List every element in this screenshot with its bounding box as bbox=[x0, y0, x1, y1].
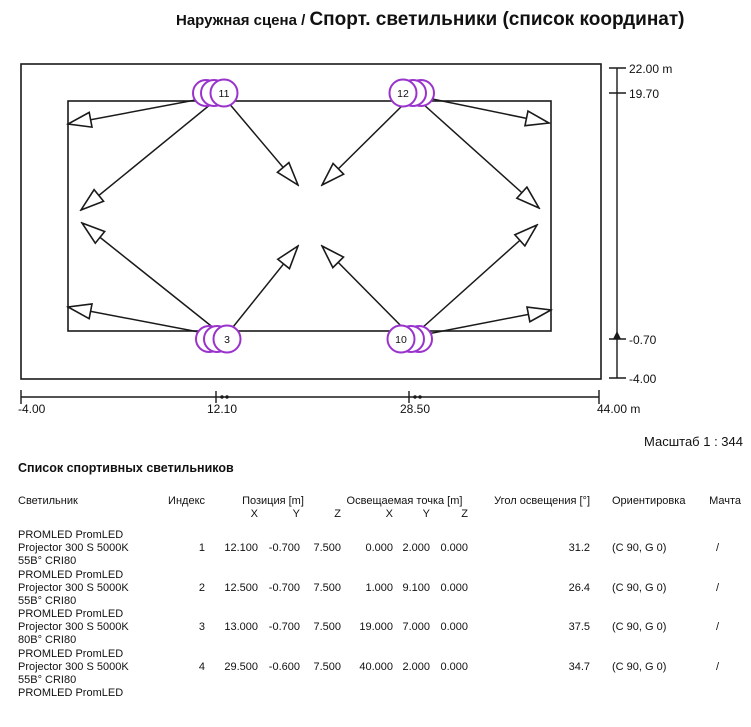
mast: / bbox=[715, 660, 720, 673]
luminaire-name: PROMLED PromLED Projector 300 S 5000K 55B° CRI80 bbox=[18, 568, 129, 607]
table-row bbox=[18, 608, 745, 648]
pos-z: 7.500 bbox=[313, 542, 341, 554]
luminaire-name: PROMLED PromLED Projector 300 S 5000K 55B° CRI80 bbox=[18, 647, 129, 686]
luminaire-name: PROMLED PromLED Projector 300 S 5000K 80B° CRI80 bbox=[18, 608, 129, 646]
point-y: 9.100 bbox=[402, 581, 430, 594]
luminaire-index: 1 bbox=[198, 542, 205, 554]
horizontal-dimension-labels bbox=[18, 402, 640, 416]
luminaire-index-label: 10 bbox=[395, 334, 407, 346]
luminaire-table bbox=[18, 495, 745, 727]
page-title-scene: Наружная сцена / bbox=[176, 12, 310, 29]
col-header-point: Освещаемая точка [m] bbox=[346, 495, 463, 507]
subheader-pos-z: Z bbox=[334, 508, 341, 520]
table-header-row bbox=[18, 495, 745, 508]
table-subheader-row bbox=[18, 508, 745, 521]
lighting-angle: 37.5 bbox=[568, 621, 590, 633]
table-row bbox=[18, 569, 745, 609]
luminaire-list-heading: Список спортивных светильников bbox=[18, 461, 234, 475]
orientation: (C 90, G 0) bbox=[612, 660, 667, 673]
luminaire-index: 2 bbox=[198, 581, 205, 594]
point-x: 0.000 bbox=[365, 542, 393, 554]
dimension-arrow-up bbox=[613, 331, 621, 339]
pos-y: -0.700 bbox=[268, 581, 300, 594]
col-header-position: Позиция [m] bbox=[242, 495, 304, 507]
point-z: 0.000 bbox=[440, 542, 468, 554]
aiming-arrows-cluster-3 bbox=[68, 223, 298, 337]
scale-note: Масштаб 1 : 344 bbox=[644, 434, 743, 449]
luminaire-index-label: 3 bbox=[224, 334, 230, 346]
vertical-dimension-line bbox=[609, 68, 626, 378]
pos-x: 13.000 bbox=[224, 621, 258, 633]
col-header-mast: Мачта bbox=[709, 495, 741, 507]
pos-x: 12.100 bbox=[224, 542, 258, 554]
luminaire-cluster-12 bbox=[390, 80, 435, 107]
mast: / bbox=[715, 581, 720, 594]
subheader-pt-z: Z bbox=[461, 508, 468, 520]
pos-x: 29.500 bbox=[224, 660, 258, 673]
page-title-main: Спорт. светильники (список координат) bbox=[309, 9, 685, 30]
luminaire-index-label: 12 bbox=[397, 88, 409, 100]
orientation: (C 90, G 0) bbox=[612, 542, 667, 554]
pos-z: 7.500 bbox=[313, 660, 341, 673]
lighting-angle: 31.2 bbox=[568, 542, 590, 554]
pos-z: 7.500 bbox=[313, 581, 341, 594]
dim-label-top: 22.00 m bbox=[629, 62, 673, 76]
col-header-orientation: Ориентировка bbox=[612, 495, 686, 507]
table-row bbox=[18, 648, 745, 688]
luminaire-index: 4 bbox=[198, 660, 205, 673]
table-body bbox=[18, 529, 745, 727]
col-header-angle: Угол освещения [°] bbox=[494, 495, 590, 507]
point-y: 2.000 bbox=[402, 660, 430, 673]
mast: / bbox=[715, 542, 720, 554]
aiming-arrows-cluster-11 bbox=[68, 95, 298, 210]
point-x: 19.000 bbox=[359, 621, 393, 633]
point-y: 2.000 bbox=[402, 542, 430, 554]
luminaire-name: PROMLED PromLED Projector 300 S 5000K 55B° CRI80 bbox=[18, 529, 129, 567]
point-z: 0.000 bbox=[440, 581, 468, 594]
subheader-pt-y: Y bbox=[422, 508, 430, 520]
orientation: (C 90, G 0) bbox=[612, 621, 667, 633]
pos-z: 7.500 bbox=[313, 621, 341, 633]
mast: / bbox=[715, 621, 720, 633]
luminaire-cluster-3 bbox=[196, 326, 241, 353]
subheader-pos-y: Y bbox=[292, 508, 300, 520]
horizontal-dimension-line bbox=[21, 390, 599, 404]
point-z: 0.000 bbox=[440, 660, 468, 673]
table-row-clipped bbox=[18, 687, 745, 727]
pos-x: 12.500 bbox=[224, 581, 258, 594]
lighting-angle: 34.7 bbox=[568, 660, 590, 673]
subheader-pos-x: X bbox=[250, 508, 258, 520]
dim-label-28-50: 28.50 bbox=[399, 402, 431, 416]
pos-y: -0.700 bbox=[268, 542, 300, 554]
luminaire-cluster-10 bbox=[388, 326, 433, 353]
col-header-index: Индекс bbox=[168, 495, 205, 507]
dim-label-lower: -0.70 bbox=[629, 333, 657, 347]
lighting-angle: 26.4 bbox=[568, 581, 590, 594]
luminaire-index: 3 bbox=[198, 621, 205, 633]
field-rect bbox=[68, 101, 551, 331]
pos-y: -0.700 bbox=[268, 621, 300, 633]
luminaire-cluster-11 bbox=[193, 80, 238, 107]
dim-label-left: -4.00 bbox=[18, 402, 46, 416]
dim-label-upper: 19.70 bbox=[629, 87, 660, 101]
pos-y: -0.600 bbox=[268, 660, 300, 673]
aiming-arrows bbox=[68, 95, 551, 337]
dim-label-12-10: 12.10 bbox=[206, 402, 238, 416]
dim-label-bottom: -4.00 bbox=[629, 372, 657, 386]
col-header-luminaire: Светильник bbox=[18, 495, 78, 507]
dim-label-right: 44.00 m bbox=[597, 402, 641, 416]
vertical-dimension-labels bbox=[629, 62, 672, 386]
aiming-arrows-cluster-10 bbox=[322, 225, 551, 337]
luminaire-index-label: 11 bbox=[218, 88, 230, 100]
table-row bbox=[18, 529, 745, 569]
point-z: 0.000 bbox=[440, 621, 468, 633]
luminaire-clusters bbox=[193, 80, 434, 353]
subheader-pt-x: X bbox=[385, 508, 393, 520]
aiming-arrows-cluster-12 bbox=[322, 95, 549, 208]
point-x: 1.000 bbox=[365, 581, 393, 594]
luminaire-name: PROMLED PromLED bbox=[18, 687, 124, 699]
point-y: 7.000 bbox=[402, 621, 430, 633]
point-x: 40.000 bbox=[359, 660, 393, 673]
orientation: (C 90, G 0) bbox=[612, 581, 667, 594]
